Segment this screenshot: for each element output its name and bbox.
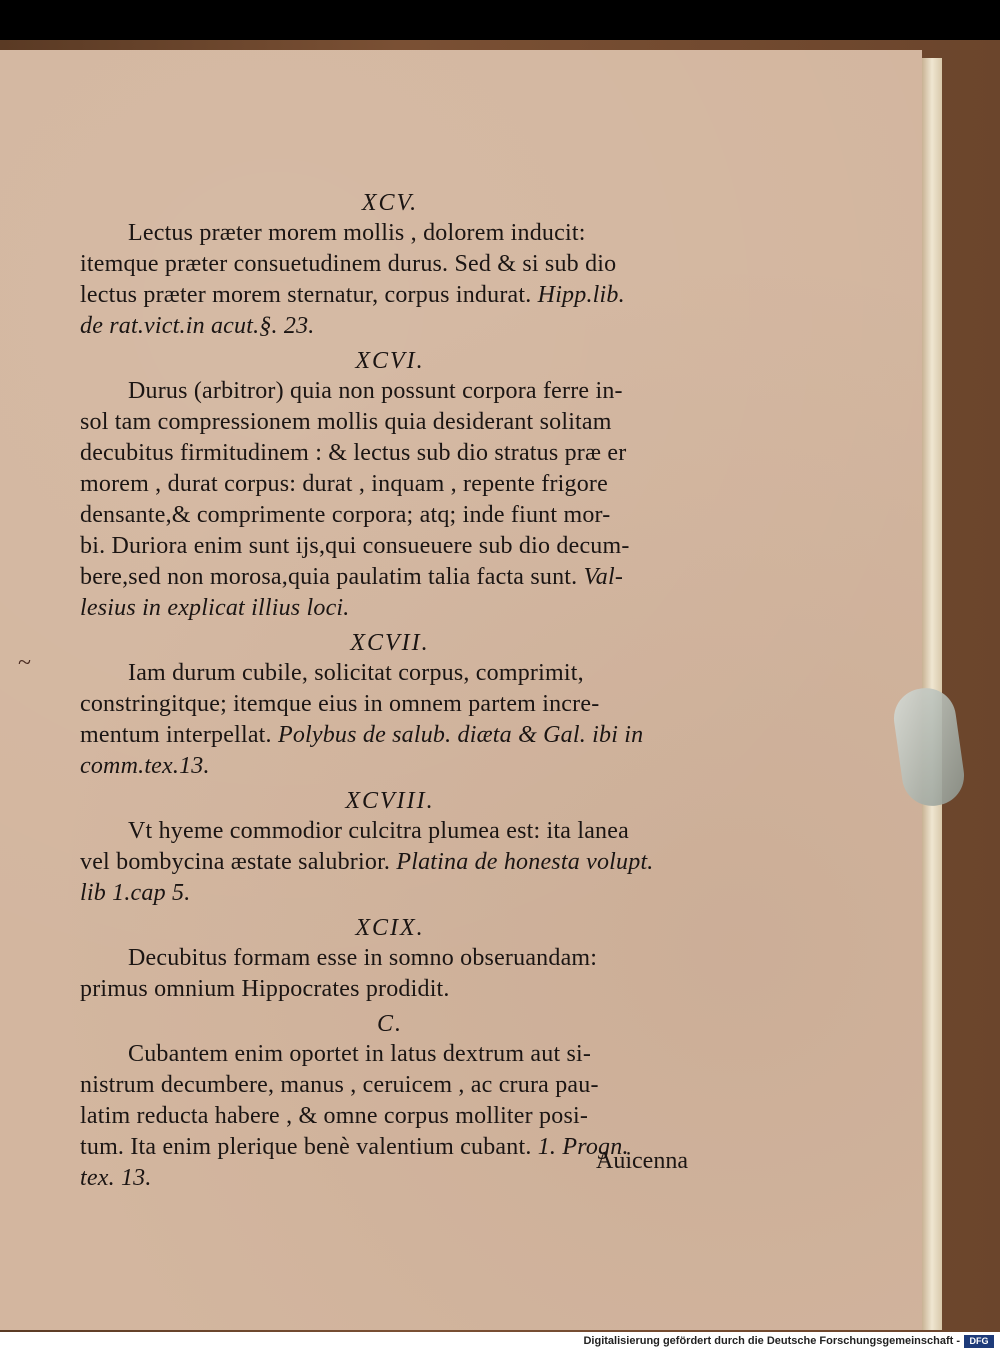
section-heading: XCV. xyxy=(361,190,419,216)
citation: lib 1.cap 5. xyxy=(80,880,191,906)
footer-bar xyxy=(0,1332,1000,1352)
section-xcv xyxy=(80,188,700,342)
text-line: lectus præter morem sternatur, corpus indurat. xyxy=(80,282,532,308)
dfg-logo-icon: DFG xyxy=(964,1335,994,1348)
text-line: mentum interpellat. xyxy=(80,722,272,748)
text-line: morem , durat corpus: durat , inquam , repente frigore xyxy=(80,471,608,497)
section-heading: XCVII. xyxy=(350,630,430,656)
text-line: constringitque; itemque eius in omnem partem incre- xyxy=(80,691,600,717)
text-line: Vt hyeme commodior culcitra plumea est: ita lanea xyxy=(128,818,629,844)
text-line: bi. Duriora enim sunt ijs,qui consueuere sub dio decum- xyxy=(80,533,630,559)
section-heading: XCIX. xyxy=(355,915,425,941)
section-xcvii xyxy=(80,628,700,782)
citation: comm.tex.13. xyxy=(80,753,210,779)
text-line: Durus (arbitror) quia non possunt corpora ferre in- xyxy=(128,378,623,404)
text-line: Iam durum cubile, solicitat corpus, comprimit, xyxy=(128,660,584,686)
section-heading: C. xyxy=(376,1011,403,1037)
text-line: nistrum decumbere, manus , ceruicem , ac crura pau- xyxy=(80,1072,599,1098)
text-line: sol tam compressionem mollis quia desiderant solitam xyxy=(80,409,612,435)
section-paragraph xyxy=(80,816,700,909)
citation: Platina de honesta volupt. xyxy=(396,849,654,875)
page-text xyxy=(80,184,700,1194)
text-line: bere,sed non morosa,quia paulatim talia facta sunt. xyxy=(80,564,578,590)
text-line: primus omnium Hippocrates prodidit. xyxy=(80,976,450,1002)
section-heading: XCVIII. xyxy=(345,788,435,814)
section-xcix xyxy=(80,913,700,1005)
text-line: itemque præter consuetudinem durus. Sed & si sub dio xyxy=(80,251,617,277)
section-xcviii xyxy=(80,786,700,909)
citation: tex. 13. xyxy=(80,1165,152,1191)
citation: Polybus de salub. diæta & Gal. ibi in xyxy=(277,722,644,748)
section-paragraph xyxy=(80,218,700,342)
catchword: Auicenna xyxy=(596,1148,688,1174)
section-xcvi xyxy=(80,346,700,624)
text-line: Decubitus formam esse in somno obseruandam: xyxy=(128,945,598,971)
citation: 1. Progn. xyxy=(537,1134,629,1160)
section-heading: XCVI. xyxy=(355,348,425,374)
margin-mark: ~ xyxy=(18,650,31,676)
citation: de rat.vict.in acut.§. 23. xyxy=(80,313,315,339)
text-line: vel bombycina æstate salubrior. xyxy=(80,849,391,875)
footer-credit: Digitalisierung gefördert durch die Deutsche Forschungsgemeinschaft - xyxy=(583,1335,960,1347)
section-paragraph xyxy=(80,658,700,782)
text-line: Cubantem enim oportet in latus dextrum aut si- xyxy=(128,1041,592,1067)
text-line: Lectus præter morem mollis , dolorem inducit: xyxy=(128,220,586,246)
section-paragraph xyxy=(80,376,700,624)
citation: Val- xyxy=(583,564,624,590)
citation: lesius in explicat illius loci. xyxy=(80,595,350,621)
section-paragraph xyxy=(80,943,700,1005)
text-line: latim reducta habere , & omne corpus molliter posi- xyxy=(80,1103,589,1129)
text-line: densante,& comprimente corpora; atq; inde fiunt mor- xyxy=(80,502,611,528)
text-line: tum. Ita enim plerique benè valentium cubant. xyxy=(80,1134,532,1160)
text-line: decubitus firmitudinem : & lectus sub dio stratus præ er xyxy=(80,440,627,466)
citation: Hipp.lib. xyxy=(537,282,625,308)
